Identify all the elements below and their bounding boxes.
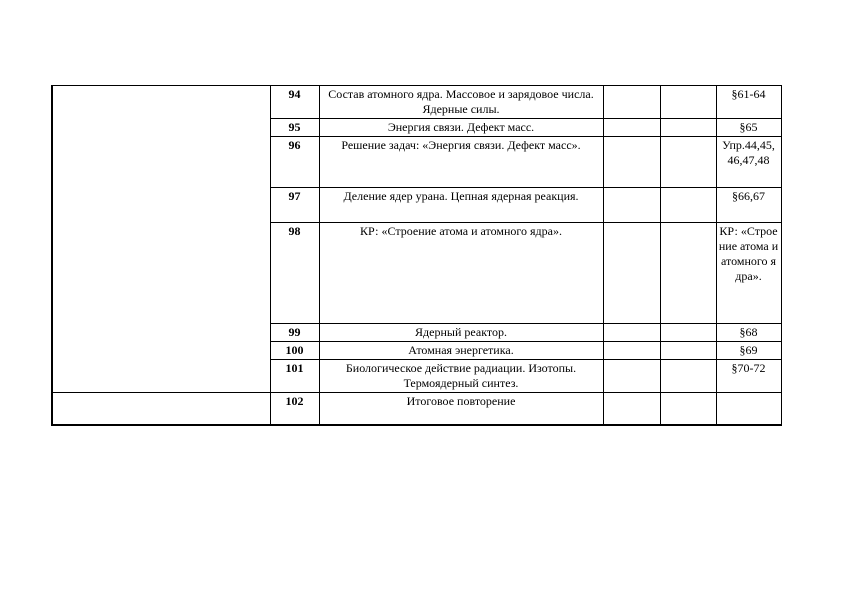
lesson-topic: Состав атомного ядра. Массовое и зарядовое числа. Ядерные силы.	[319, 86, 603, 119]
lesson-topic: Биологическое действие радиации. Изотопы. Термоядерный синтез.	[319, 360, 603, 393]
lesson-topic: КР: «Строение атома и атомного ядра».	[319, 223, 603, 324]
empty-cell	[660, 137, 716, 188]
homework-cell	[716, 393, 781, 425]
lesson-number: 99	[270, 324, 319, 342]
lesson-number: 94	[270, 86, 319, 119]
empty-cell	[603, 188, 660, 223]
lesson-topic: Ядерный реактор.	[319, 324, 603, 342]
homework-cell: §70-72	[716, 360, 781, 393]
empty-cell	[660, 188, 716, 223]
section-cell	[52, 86, 270, 393]
empty-cell	[603, 360, 660, 393]
homework-cell: §66,67	[716, 188, 781, 223]
homework-cell: §69	[716, 342, 781, 360]
empty-cell	[603, 393, 660, 425]
empty-cell	[603, 324, 660, 342]
lesson-number: 100	[270, 342, 319, 360]
table-row	[52, 86, 781, 119]
empty-cell	[660, 393, 716, 425]
homework-cell: §65	[716, 119, 781, 137]
lesson-number: 101	[270, 360, 319, 393]
homework-cell: §61-64	[716, 86, 781, 119]
lesson-number: 96	[270, 137, 319, 188]
empty-cell	[660, 342, 716, 360]
empty-cell	[660, 324, 716, 342]
lesson-topic: Итоговое повторение	[319, 393, 603, 425]
empty-cell	[660, 360, 716, 393]
lesson-number: 102	[270, 393, 319, 425]
empty-cell	[660, 223, 716, 324]
lesson-number: 97	[270, 188, 319, 223]
homework-cell: КР: «Строение атома и атомного ядра».	[716, 223, 781, 324]
lesson-number: 95	[270, 119, 319, 137]
lesson-topic: Решение задач: «Энергия связи. Дефект масс».	[319, 137, 603, 188]
section-cell	[52, 393, 270, 425]
empty-cell	[603, 223, 660, 324]
homework-cell: Упр.44,45, 46,47,48	[716, 137, 781, 188]
empty-cell	[660, 86, 716, 119]
empty-cell	[603, 119, 660, 137]
empty-cell	[603, 86, 660, 119]
lesson-plan-table	[51, 85, 782, 426]
lesson-topic: Атомная энергетика.	[319, 342, 603, 360]
table-row	[52, 393, 781, 425]
empty-cell	[603, 137, 660, 188]
lesson-topic: Деление ядер урана. Цепная ядерная реакция.	[319, 188, 603, 223]
empty-cell	[660, 119, 716, 137]
empty-cell	[603, 342, 660, 360]
homework-cell: §68	[716, 324, 781, 342]
lesson-number: 98	[270, 223, 319, 324]
lesson-topic: Энергия связи. Дефект масс.	[319, 119, 603, 137]
